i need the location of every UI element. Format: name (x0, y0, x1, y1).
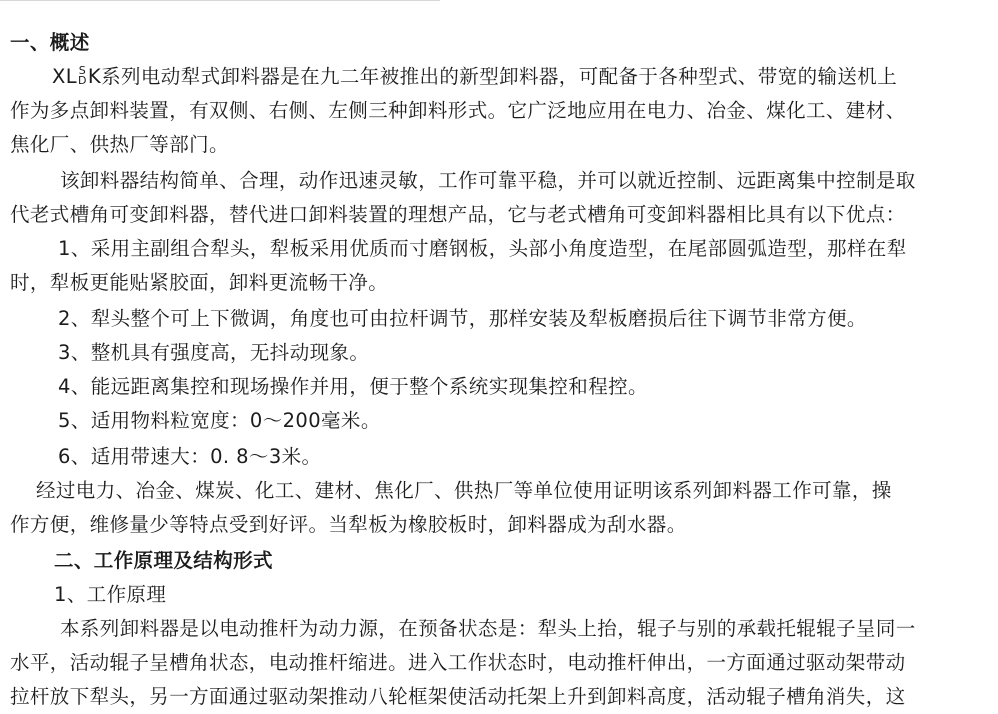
paragraph-line: 本系列卸料器是以电动推杆为动力源，在预备状态是：犁头上抬，辊子与别的承载托辊辊子呈同一 (60, 617, 916, 640)
paragraph-line: 水平，活动辊子呈槽角状态，电动推杆缩进。进入工作状态时，电动推杆伸出，一方面通过驱动架带动 (10, 651, 906, 674)
top-divider (0, 0, 440, 1)
model-sup: S (78, 63, 87, 77)
model-stacked-letters (78, 63, 87, 87)
paragraph-line: 作为多点卸料装置，有双侧、右侧、左侧三种卸料形式。它广泛地应用在电力、冶金、煤化工、建材、 (10, 99, 906, 122)
paragraph-line (52, 60, 998, 94)
list-item-continuation: 时，犁板更能贴紧胶面，卸料更流畅干净。 (10, 271, 389, 294)
list-item: 3、整机具有强度高，无抖动现象。 (58, 341, 370, 364)
paragraph-line: 代老式槽角可变卸料器，替代进口卸料装置的理想产品，它与老式槽角可变卸料器相比具有以下优点： (10, 203, 906, 226)
paragraph-line: 拉杆放下犁头，另一方面通过驱动架推动八轮框架使活动托架上升到卸料高度，活动辊子槽角消失，这 (10, 685, 906, 708)
list-item: 2、犁头整个可上下微调，角度也可由拉杆调节，那样安装及犁板磨损后往下调节非常方便。 (58, 307, 867, 330)
section-heading-overview: 一、概述 (10, 31, 90, 54)
model-text: K系列电动犁式卸料器是在九二年被推出的新型卸料器，可配备于各种型式、带宽的输送机上 (87, 65, 898, 88)
sub-heading: 1、工作原理 (54, 583, 167, 606)
model-prefix: XL (52, 65, 78, 88)
paragraph-line: 焦化厂、供热厂等部门。 (10, 133, 229, 156)
paragraph-line: 该卸料器结构简单、合理，动作迅速灵敏，工作可靠平稳，并可以就近控制、远距离集中控制是取 (60, 169, 916, 192)
list-item: 4、能远距离集控和现场操作并用，便于整个系统实现集控和程控。 (58, 375, 648, 398)
paragraph-line: 经过电力、冶金、煤炭、化工、建材、焦化厂、供热厂等单位使用证明该系列卸料器工作可靠，操 (36, 479, 892, 502)
section-heading-principle: 二、工作原理及结构形式 (54, 549, 273, 572)
list-item: 1、采用主副组合犁头，犁板采用优质而寸磨钢板，头部小角度造型，在尾部圆弧造型，那样在犁 (58, 237, 907, 260)
paragraph-line: 作方便，维修量少等特点受到好评。当犁板为橡胶板时，卸料器成为刮水器。 (10, 513, 687, 536)
list-item: 5、适用物料粒宽度：0～200毫米。 (58, 409, 381, 432)
model-sub: D (78, 73, 87, 87)
list-item: 6、适用带速大：0. 8～3米。 (58, 445, 322, 468)
